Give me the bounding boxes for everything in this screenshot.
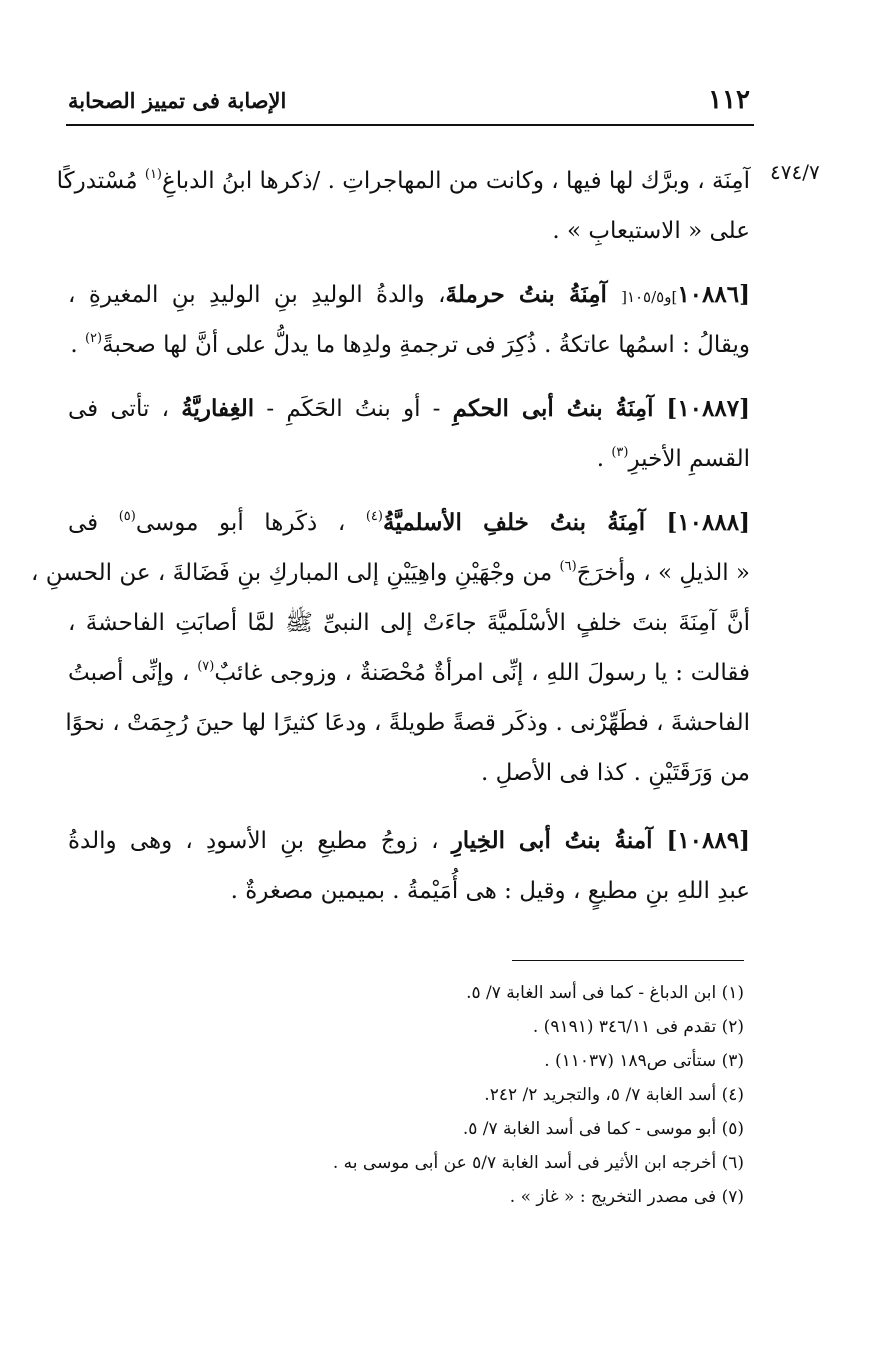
text-line: فقالت : يا رسولَ اللهِ ، إنِّى امرأةٌ مُحْصَنةٌ ، وزوجى غائبٌ$^{(٧)}$ ، وإنِّى أصبتُ: [68, 659, 751, 686]
footnote-marker[interactable]: (٣): [611, 445, 629, 460]
footnote-marker[interactable]: (٧): [197, 659, 215, 674]
entry-name: آمنةُ بنتُ أبى الخِيارِ: [451, 827, 667, 854]
entry-number: [١٠٨٨٧]: [666, 395, 750, 422]
entry-name: آمِنَةُ بنتُ أبى الحكمِ: [452, 395, 667, 422]
text-line: [١٠٨٨٩] آمنةُ بنتُ أبى الخِيارِ ، زوجُ مطيعِ بنِ الأسودِ ، وهى والدةُ: [68, 827, 750, 854]
text-line: ويقالُ : اسمُها عاتكةُ . ذُكِرَ فى ترجمةِ ولدِها ما يدلُّ على أنَّ لها صحبةً$^{(٢)}$ .: [70, 331, 750, 358]
entry-10887: [68, 384, 750, 484]
entry-name: آمِنَةُ بنتُ حرملةَ: [445, 281, 622, 308]
footnote-3: (٣) ستأتى ص١٨٩ (١١٠٣٧) .: [544, 1051, 744, 1071]
running-title: الإصابة فى تمييز الصحابة: [68, 87, 287, 113]
footnote-4: (٤) أسد الغابة ٧/ ٥، والتجريد ٢/ ٢٤٢.: [484, 1085, 744, 1105]
footnote-2: (٢) تقدم فى ٣٤٦/١١ (٩١٩١) .: [532, 1017, 744, 1037]
footnote-marker[interactable]: (٦): [559, 559, 577, 574]
page-number: ١١٢: [708, 85, 750, 115]
paragraph-continuation: [56, 156, 750, 256]
text-line: [١٠٨٨٦]و١٠٥/٥[ آمِنَةُ بنتُ حرملةَ، والدةُ الوليدِ بنِ الوليدِ بنِ المغيرةِ ،: [68, 281, 750, 308]
text-line: آمِنَة ، وبرَّك لها فيها ، وكانت من المهاجراتِ . /ذكرها ابنُ الدباغِ$^{(١)}$ مُسْتدركًا: [56, 167, 750, 194]
entry-number: [١٠٨٨٦: [677, 281, 750, 308]
text-line: على « الاستيعابِ » .: [552, 218, 750, 244]
footnote-7: (٧) فى مصدر التخريج : « غاز » .: [509, 1187, 744, 1207]
text-line: من وَرَقَتَيْنِ . كذا فى الأصلِ .: [481, 760, 750, 786]
text-line: [١٠٨٨٨] آمِنَةُ بنتُ خلفِ الأسلميَّةُ$^{(٤)}$ ، ذكَرها أبو موسى$^{(٥)}$ فى: [68, 509, 750, 536]
margin-volume-page-reference: ٤٧٤/٧: [770, 160, 820, 184]
entry-10888: [31, 498, 751, 798]
text-line: القسمِ الأخيرِ$^{(٣)}$ .: [596, 445, 750, 472]
manuscript-ref: ]و١٠٥/٥[: [621, 288, 678, 306]
entry-number: [١٠٨٨٨]: [666, 509, 750, 536]
page-header: [68, 82, 750, 118]
text-line: أنَّ آمِنَةَ بنتَ خلفٍ الأسْلَميَّةَ جاءَتْ إلى النبىِّ ﷺ لمَّا أصابَتِ الفاحشةَ ،: [68, 610, 750, 636]
footnote-marker[interactable]: (٤): [365, 509, 383, 524]
entry-number: [١٠٨٨٩]: [666, 827, 750, 854]
entry-name: آمِنَةُ بنتُ خلفِ الأسلميَّةُ: [382, 509, 667, 536]
entry-10886: [68, 270, 750, 370]
header-rule: [66, 124, 754, 126]
footnote-5: (٥) أبو موسى - كما فى أسد الغابة ٧/ ٥.: [462, 1119, 744, 1139]
footnote-marker[interactable]: (١): [144, 167, 162, 182]
entry-10889: [68, 816, 750, 916]
footnote-1: (١) ابن الدباغ - كما فى أسد الغابة ٧/ ٥.: [466, 983, 744, 1003]
footnote-separator: [512, 960, 744, 961]
footnote-marker[interactable]: (٢): [84, 331, 103, 346]
footnote-6: (٦) أخرجه ابن الأثير فى أسد الغابة ٥/٧ عن أبى موسى به .: [332, 1153, 744, 1173]
text-line: عبدِ اللهِ بنِ مطيعٍ ، وقيل : هى أُمَيْمةُ . بميمين مصغرةٌ .: [230, 878, 750, 904]
text-line: الفاحشةَ ، فطَهِّرْنى . وذكَر قصةً طويلةً ، ودعَا كثيرًا لها حينَ رُجِمَتْ ، نحوًا: [65, 710, 750, 736]
text-line: « الذيلِ » ، وأخرَجَ$^{(٦)}$ من وجْهَيْنِ واهِيَيْنِ إلى المباركِ بنِ فَضَالةَ ، عن الحسنِ ،: [31, 559, 750, 586]
footnotes: [300, 976, 744, 1214]
text-line: [١٠٨٨٧] آمِنَةُ بنتُ أبى الحكمِ - أو بنتُ الحَكَمِ - الغِفاريَّةُ ، تأتى فى: [68, 395, 750, 422]
footnote-marker[interactable]: (٥): [118, 509, 136, 524]
